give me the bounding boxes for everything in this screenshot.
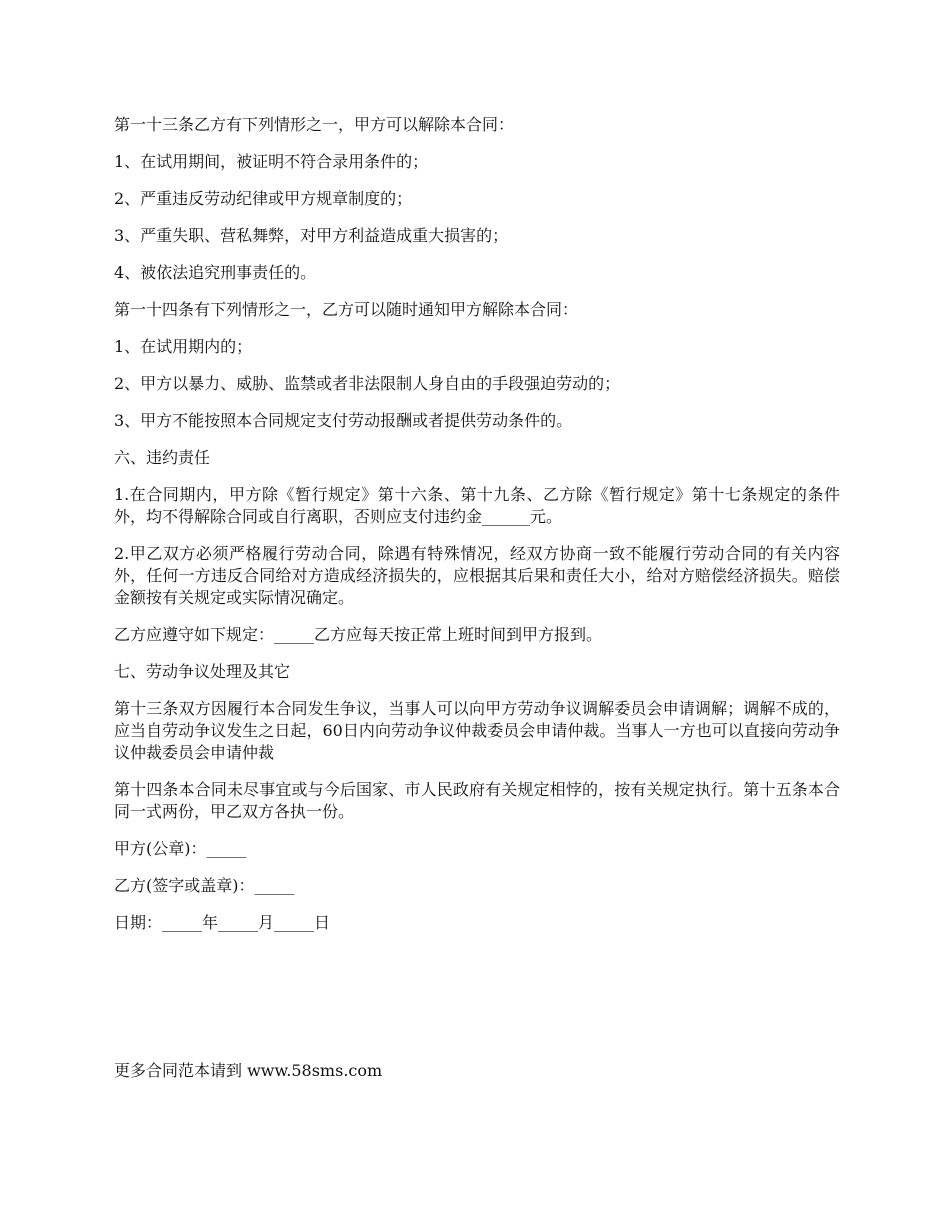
section-6-item-1: 1.在合同期内，甲方除《暂行规定》第十六条、第十九条、乙方除《暂行规定》第十七条规定的条件外，均不得解除合同或自行离职，否则应支付违约金______元。 [114, 485, 840, 526]
footer-note: 更多合同范本请到 www.58sms.com [114, 1061, 383, 1080]
date-line: 日期：_____年_____月_____日 [114, 913, 331, 932]
clause-13-item-3: 3、严重失职、营私舞弊，对甲方利益造成重大损害的； [114, 226, 509, 245]
section-6-rule: 乙方应遵守如下规定：_____乙方应每天按正常上班时间到甲方报到。 [114, 625, 603, 644]
section-6-item-2: 2.甲乙双方必须严格履行劳动合同，除遇有特殊情况，经双方协商一致不能履行劳动合同的有关内容外，任何一方违反合同给对方造成经济损失的，应根据其后果和责任大小，给对方赔偿经济损失。赔偿金额按有关规定或实际情况确定。 [114, 544, 840, 607]
clause-13-heading: 第一十三条乙方有下列情形之一，甲方可以解除本合同： [114, 115, 515, 134]
clause-14-heading: 第一十四条有下列情形之一，乙方可以随时通知甲方解除本合同： [114, 300, 579, 319]
section-6-heading: 六、违约责任 [114, 448, 211, 467]
clause-13-item-1: 1、在试用期间，被证明不符合录用条件的； [114, 152, 429, 171]
party-b-signature-line: 乙方(签字或盖章)：_____ [114, 876, 295, 895]
document-body [114, 114, 840, 949]
clause-13-item-4: 4、被依法追究刑事责任的。 [114, 263, 317, 282]
clause-14-item-3: 3、甲方不能按照本合同规定支付劳动报酬或者提供劳动条件的。 [114, 411, 573, 430]
clause-14-item-1: 1、在试用期内的； [114, 337, 253, 356]
clause-14-item-2: 2、甲方以暴力、威胁、监禁或者非法限制人身自由的手段强迫劳动的； [114, 374, 621, 393]
section-7-clause-14-15: 第十四条本合同未尽事宜或与今后国家、市人民政府有关规定相悖的，按有关规定执行。第十五条本合同一式两份，甲乙双方各执一份。 [114, 780, 840, 821]
section-7-heading: 七、劳动争议处理及其它 [114, 662, 291, 681]
section-7-clause-13: 第十三条双方因履行本合同发生争议，当事人可以向甲方劳动争议调解委员会申请调解；调解不成的，应当自劳动争议发生之日起，60日内向劳动争议仲裁委员会申请仲裁。当事人一方也可以直接向劳动争议仲裁委员会申请仲裁 [114, 699, 840, 762]
clause-13-item-2: 2、严重违反劳动纪律或甲方规章制度的； [114, 189, 413, 208]
party-a-signature-line: 甲方(公章)：_____ [114, 839, 247, 858]
